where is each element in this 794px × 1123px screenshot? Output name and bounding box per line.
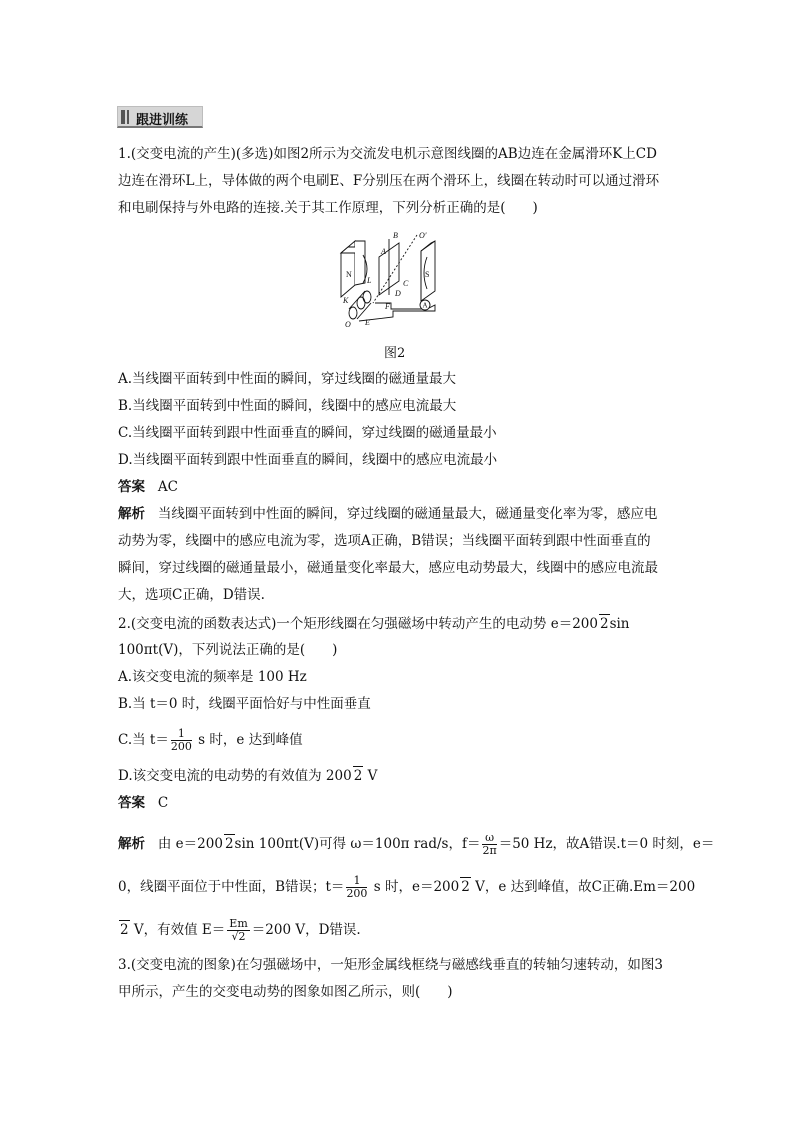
q3-line-2: 甲所示，产生的交变电动势的图象如图乙所示，则( ): [118, 984, 453, 1000]
label-O1: O′: [419, 231, 427, 240]
q2-option-d: D.该交变电流的电动势的有效值为 200 2 V: [118, 768, 378, 784]
q1-answer: [118, 478, 178, 496]
q2-line-2: 100πt(V)，下列说法正确的是( ): [118, 642, 338, 658]
q2-option-a: A.该交变电流的频率是 100 Hz: [118, 669, 307, 685]
label-E: E: [365, 318, 370, 327]
q1-analysis-2: 动势为零，线圈中的感应电流为零，选项A正确，B错误；当线圈平面转到跟中性面垂直的: [118, 533, 651, 549]
analysis-label: 解析: [118, 506, 145, 522]
label-B: B: [393, 231, 398, 240]
q2-answer: 答案 C: [118, 795, 169, 811]
q2-line-1: 2.(交变电流的函数表达式)一个矩形线圈在匀强磁场中转动产生的电动势 e＝200 2sin: [118, 616, 630, 632]
q1-line-1: 1.(交变电流的产生)(多选)如图2所示为交流发电机示意图线圈的AB边连在金属滑环K上CD: [118, 146, 657, 162]
q2-analysis-2: 0，线圈平面位于中性面，B错误；t＝ $\frac{1}{200}$ s 时，e＝200 2 V，e 达到峰值，故C正确.Em＝200: [118, 874, 696, 900]
label-N: N: [346, 270, 352, 279]
section-title: 跟进训练: [136, 113, 189, 128]
q1-line-2: 边连在滑环L上，导体做的两个电刷E、F分别压在两个滑环上，线圈在转动时可以通过滑环: [118, 173, 660, 189]
label-A: A: [381, 247, 386, 256]
figure-caption: 图2: [384, 346, 406, 361]
answer-label: 答案: [118, 479, 145, 495]
label-K: K: [343, 296, 349, 305]
q1-line-3: 和电刷保持与外电路的连接.关于其工作原理，下列分析正确的是( ): [118, 200, 538, 216]
q2-analysis-3: 2 V，有效值 E＝ $\frac{Em}{√2}$ ＝200 V，D错误.: [120, 917, 361, 943]
q1-option-c: C.当线圈平面转到跟中性面垂直的瞬间，穿过线圈的磁通量最小: [118, 425, 497, 441]
label-C: C: [403, 279, 409, 288]
ammeter-label: A: [422, 301, 428, 310]
answer-value: AC: [157, 479, 178, 495]
q2-analysis-1: 解析 由 e＝200 2sin 100πt(V)可得 ω＝100π rad/s，f＝ $\frac{\omega}{2\pi}$ ＝50 Hz，故A错误.t＝0 时刻，e＝: [118, 831, 715, 857]
generator-diagram: [335, 229, 455, 333]
q3-line-1: 3.(交变电流的图象)在匀强磁场中，一矩形金属线框绕与磁感线垂直的转轴匀速转动，如图3: [118, 957, 664, 973]
q1-analysis-1: 解析 当线圈平面转到中性面的瞬间，穿过线圈的磁通量最大，磁通量变化率为零，感应电: [118, 506, 658, 522]
label-O: O: [345, 320, 351, 329]
q2-option-c: C.当 t＝ $\frac{1}{200}$ s 时，e 达到峰值: [118, 727, 303, 753]
q1-analysis-4: 大，选项C正确，D错误.: [118, 587, 265, 603]
q1-option-a: A.当线圈平面转到中性面的瞬间，穿过线圈的磁通量最大: [118, 371, 457, 387]
q1-option-b: B.当线圈平面转到中性面的瞬间，线圈中的感应电流最大: [118, 398, 457, 414]
label-S: S: [425, 270, 430, 279]
q1-option-d: D.当线圈平面转到跟中性面垂直的瞬间，线圈中的感应电流最小: [118, 452, 498, 468]
label-F: F: [385, 302, 390, 311]
q2-option-b: B.当 t＝0 时，线圈平面恰好与中性面垂直: [118, 696, 371, 712]
label-D: D: [395, 289, 401, 298]
section-header: [117, 106, 203, 128]
q1-analysis-3: 瞬间，穿过线圈的磁通量最小，磁通量变化率最大，感应电动势最大，线圈中的感应电流最: [118, 560, 658, 576]
label-L: L: [367, 276, 372, 285]
